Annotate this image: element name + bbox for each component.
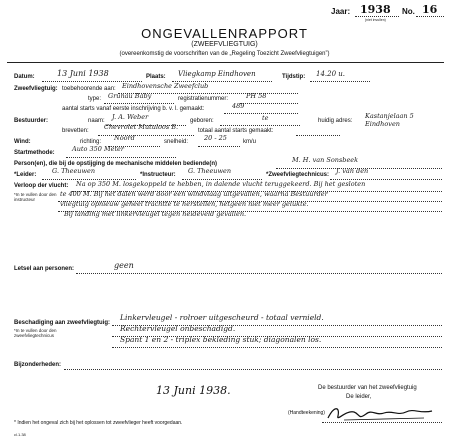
starts-label: aantal starts vanaf eerste inschrijving b. v. l. gemaakt: [62,106,205,112]
naam-value: J. A. Weber [112,113,149,121]
toebehoorende-label: toebehoorende aan: [62,86,116,92]
startmethode-value: Auto 350 Meter [72,145,125,153]
totaal-label: totaal aantal starts gemaakt: [198,128,274,134]
verloop-line-4: Bij landing met linkervleugel tegen heideveld gevallen. [64,210,247,218]
verloop-line-1: Na op 350 M. losgekoppeld te hebben, in dalende vlucht teruggekeerd. Bij het gesloten [76,180,366,188]
geboren-line [220,125,300,126]
startmethode-label: Startmethode: [14,150,55,156]
signer-title: De bestuurder van het zweefvliegtuig [318,385,417,391]
beschadiging-label: Beschadiging aan zweefvliegtuig: [14,320,111,326]
beschadiging-note: *In te vullen door den zweefvliegtechnicus [14,328,57,338]
registratie-label: registratienummer: [178,96,229,102]
no-line [416,16,444,17]
starts-line [224,113,298,114]
richting-value: Noord [114,134,135,142]
beschadiging-rule-3 [112,347,442,348]
page-title: ONGEVALLENRAPPORT [141,26,308,41]
starts-value: 489 [232,102,245,110]
plaats-label: Plaats: [146,74,166,80]
year-note: (niet invullen) [365,18,386,22]
letsel-line [76,273,442,274]
handtekening-label: (Handteekening) [288,410,325,416]
footer-date: 13 Juni 1938. [156,384,231,397]
tijdstip-line [310,81,370,82]
geboren-label: geboren: [190,118,214,124]
zweefvliegtuig-label: Zweefvliegtuig: [14,86,58,92]
personen-label: Person(en), die bij de opstijging de mechanische middelen bediende(n) [14,161,218,167]
snelheid-label: snelheid: [164,139,189,145]
footnote: * Indien het ongeval zich bij het oplossen tot zweefvlieger heeft voorgedaan. [14,420,183,426]
bestuurder-label: Bestuurder: [14,118,49,124]
page-subtitle: (ZWEEFVLIEGTUIG) [191,41,258,48]
brevetten-label: brevetten: [62,128,89,134]
beschadiging-line-2: Rechtervleugel onbeschadigd. [120,324,236,333]
adres-value: Kastanjelaan 5 Eindhoven [365,112,414,128]
instructeur-label: *Instructeur: [140,172,176,178]
snelheid-value: 20 - 25 [204,134,227,142]
vliegtechnicus-value: J. van den [336,167,369,175]
form-code: cl.1.38 [14,432,26,437]
page-subtitle-regulation: (overeenkomstig de voorschriften van de „Regeling Toezicht Zweefvliegtuigen”) [119,51,330,57]
no-value: 16 [422,3,438,16]
bijzonderheden-label: Bijzonderheden: [14,362,62,368]
snelheid-unit: km/u [243,139,257,145]
year-line [355,16,399,17]
tijdstip-label: Tijdstip: [282,74,306,80]
divider-top [7,62,444,63]
year-label: Jaar: [331,7,351,16]
registratie-value: PH 58 [246,92,267,100]
bijzonderheden-line [64,369,442,370]
leider-label: *Leider: [14,172,37,178]
toebehoorende-value: Eindhovensche Zweefclub [122,82,209,90]
richting-label: richting: [80,139,102,145]
snelheid-line [198,146,240,147]
totaal-line [296,135,340,136]
datum-label: Datum: [14,74,35,80]
datum-value: 13 Juni 1938 [57,69,109,78]
signer-role: De leider, [346,394,372,400]
signature-line [322,422,442,423]
type-line [104,103,174,104]
personen-value: M. H. van Sonsbeek [292,156,359,164]
registratie-line [240,103,298,104]
tijdstip-value: 14.20 u. [316,70,345,78]
signature-image [324,402,442,424]
wind-label: Wind: [14,139,31,145]
letsel-label: Letsel aan personen: [14,266,75,272]
naam-label: naam: [88,118,105,124]
beschadiging-line-3: Spant 1 en 2 - triplex bekleding stuk; diagonalen los. [120,335,322,344]
verloop-line-2: te 400 M. Bij het dalen werd door een windvlaag uitgevallen, waarna Bestuurder [60,190,328,198]
type-value: Grunau Baby [108,92,152,100]
no-label: No. [402,7,415,16]
adres-label: huidig adres: [318,118,353,124]
brevetten-value: Chevrolet Mutuloos B. [104,123,179,131]
startmethode-line [66,157,176,158]
verloop-label: Verloop der vlucht: [14,183,69,189]
letsel-value: geen [114,261,134,270]
brevetten-line [98,135,194,136]
vliegtechnicus-label: *Zweefvliegtechnicus: [266,172,330,178]
type-label: type: [88,96,102,102]
verloop-line-3: vliegtuig opnieuw geheel trachtte te herstellen, hetgeen niet meer gelukte. [60,200,309,208]
instructeur-value: G. Theeuwen [188,167,232,175]
beschadiging-line-1: Linkervleugel - rolroer uitgescheurd - totaal vernield. [120,313,324,322]
geboren-value: te [262,114,269,122]
leider-value: G. Theeuwen [52,167,96,175]
verloop-note: *In te vullen door den instructeur [14,192,57,202]
year-value: 1938 [360,3,391,16]
plaats-value: Vliegkamp Eindhoven [178,70,256,78]
